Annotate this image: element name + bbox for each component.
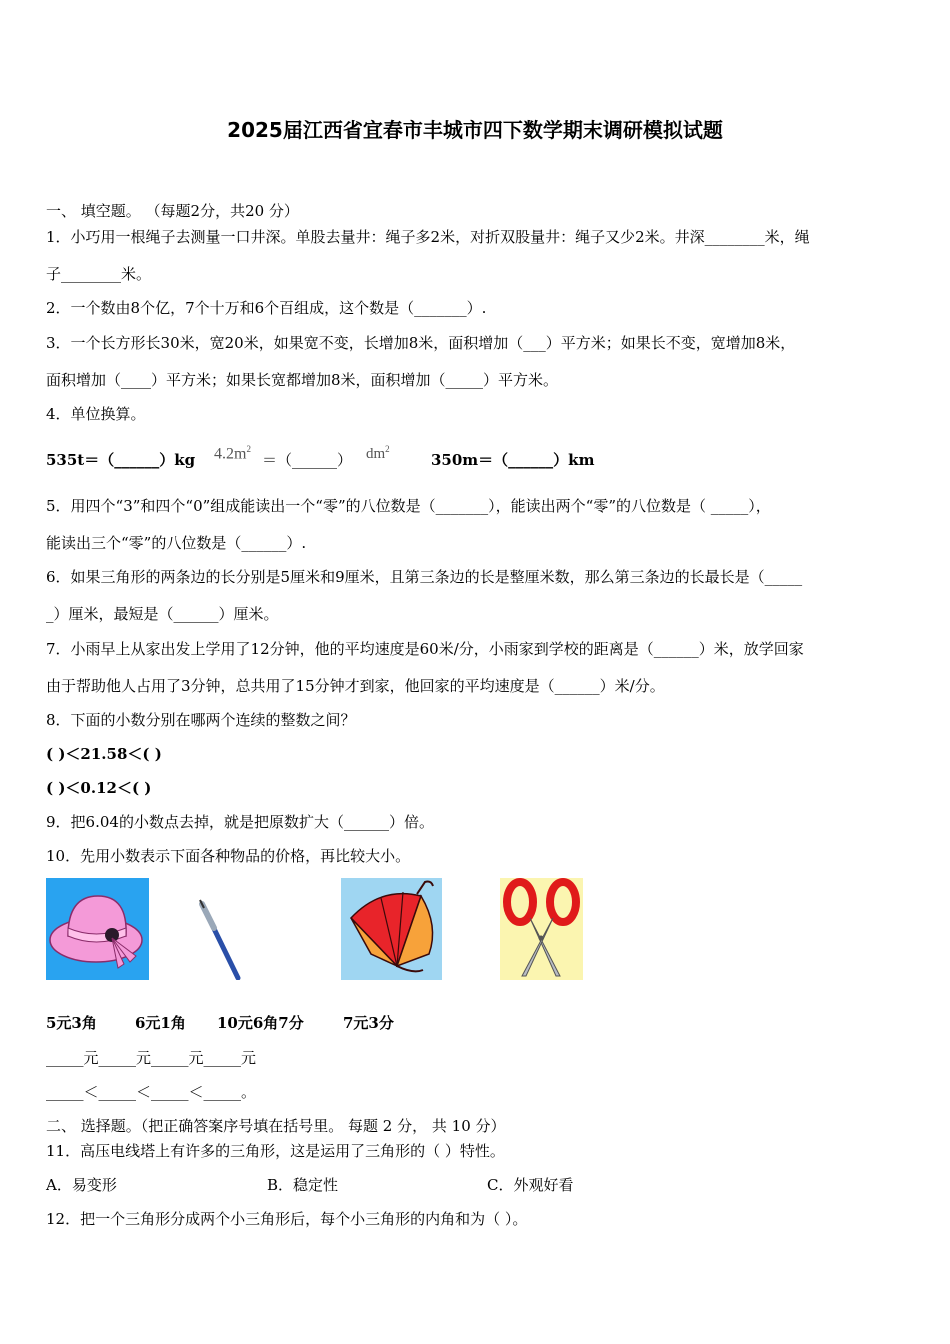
question-8-item-a: ( )＜21.58＜( ) [46, 745, 162, 763]
hat-image [46, 878, 149, 980]
question-4-conversion-meters: 350m＝（______）km [431, 451, 595, 469]
question-11-option-c: C．外观好看 [487, 1176, 574, 1194]
question-10-answer-line-2: _____＜_____＜_____＜_____。 [46, 1083, 257, 1101]
price-scissors: 7元3分 [343, 1014, 394, 1032]
scissors-image [500, 878, 583, 980]
question-8-item-b: ( )＜0.12＜( ) [46, 779, 152, 797]
question-1-line-1: 1．小巧用一根绳子去测量一口井深。单股去量井：绳子多2米，对折双股量井：绳子又少2米。井深________米，绳 [46, 228, 810, 246]
section-heading-fill-blank: 一、 填空题。 （每题2分，共20 分） [46, 202, 299, 220]
question-6-line-1: 6．如果三角形的两条边的长分别是5厘米和9厘米，且第三条边的长是整厘米数，那么第三条边的长最长是（_____ [46, 568, 803, 586]
question-4-area-blank: ＝（______） [262, 451, 353, 469]
question-8-heading: 8．下面的小数分别在哪两个连续的整数之间？ [46, 711, 356, 729]
question-6-line-2: _）厘米，最短是（______）厘米。 [46, 605, 279, 623]
question-10-answer-line-1: _____元_____元_____元_____元 [46, 1049, 257, 1067]
question-10-heading: 10．先用小数表示下面各种物品的价格，再比较大小。 [46, 847, 411, 865]
question-11: 11．高压电线塔上有许多的三角形，这是运用了三角形的（ ）特性。 [46, 1142, 505, 1160]
page-title: 2025届江西省宜春市丰城市四下数学期末调研模拟试题 [227, 118, 723, 142]
question-7-line-2: 由于帮助他人占用了3分钟，总共用了15分钟才到家，他回家的平均速度是（______）米/分。 [46, 677, 665, 695]
question-7-line-1: 7．小雨早上从家出发上学用了12分钟，他的平均速度是60米/分，小雨家到学校的距离是（______）米，放学回家 [46, 640, 804, 658]
section-heading-choice: 二、 选择题。（把正确答案序号填在括号里。 每题 2 分， 共 10 分） [46, 1117, 506, 1135]
question-4-area-value: $4.2m^2$ [214, 444, 251, 463]
question-5-line-1: 5．用四个“3”和四个“0”组成能读出一个“零”的八位数是（_______），能读出两个“零”的八位数是（ _____）， [46, 497, 771, 515]
question-9: 9．把6.04的小数点去掉，就是把原数扩大（______）倍。 [46, 813, 434, 831]
question-3-line-1: 3．一个长方形长30米，宽20米，如果宽不变，长增加8米，面积增加（___）平方米；如果长不变，宽增加8米， [46, 334, 796, 352]
question-3-line-2: 面积增加（____）平方米；如果长宽都增加8米，面积增加（_____）平方米。 [46, 371, 559, 389]
pen-image [194, 898, 244, 980]
question-2: 2．一个数由8个亿，7个十万和6个百组成，这个数是（_______）. [46, 299, 487, 317]
question-4-area-unit: $dm^2$ [366, 444, 390, 462]
price-hat: 5元3角 [46, 1014, 97, 1032]
question-1-line-2: 子________米。 [46, 265, 152, 283]
question-4-conversion-tons: 535t＝（______）kg [46, 451, 196, 469]
question-5-line-2: 能读出三个“零”的八位数是（______）. [46, 534, 307, 552]
price-umbrella: 10元6角7分 [217, 1014, 304, 1032]
question-12: 12．把一个三角形分成两个小三角形后，每个小三角形的内角和为（ ）。 [46, 1210, 528, 1228]
umbrella-image [341, 878, 442, 980]
price-pen: 6元1角 [135, 1014, 186, 1032]
question-11-option-b: B．稳定性 [267, 1176, 339, 1194]
question-4-heading: 4．单位换算。 [46, 405, 146, 423]
question-11-option-a: A．易变形 [46, 1176, 117, 1194]
